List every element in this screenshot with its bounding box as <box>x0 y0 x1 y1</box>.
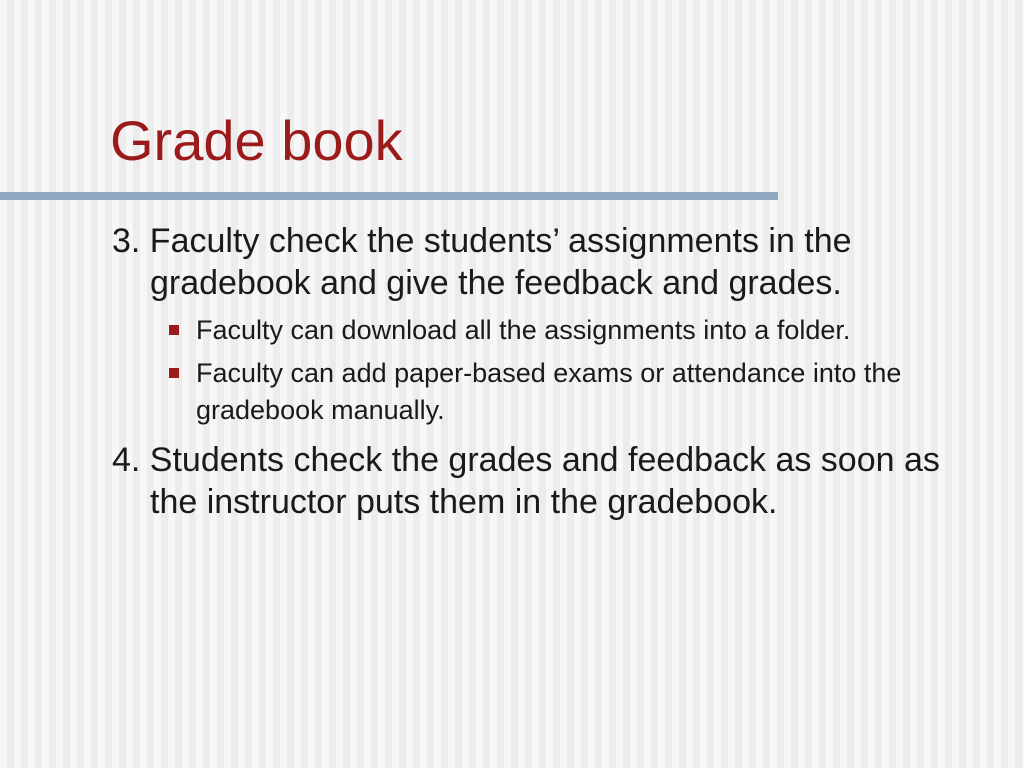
sub-bullet-list <box>112 312 992 429</box>
slide-title: Grade book <box>110 109 403 172</box>
square-bullet-icon <box>169 368 179 378</box>
slide-body <box>112 220 992 531</box>
list-item-3: 3. Faculty check the students’ assignments in the gradebook and give the feedback and grades. <box>112 222 852 302</box>
sub-bullet-item <box>112 355 992 429</box>
sub-bullet-item <box>112 312 992 349</box>
square-bullet-icon <box>169 325 179 335</box>
sub-bullet-text: Faculty can add paper-based exams or attendance into the gradebook manually. <box>196 358 902 425</box>
sub-bullet-text: Faculty can download all the assignments into a folder. <box>196 315 851 345</box>
title-divider <box>0 192 778 200</box>
list-item-4: 4. Students check the grades and feedback as soon as the instructor puts them in the gradebook. <box>112 441 940 521</box>
